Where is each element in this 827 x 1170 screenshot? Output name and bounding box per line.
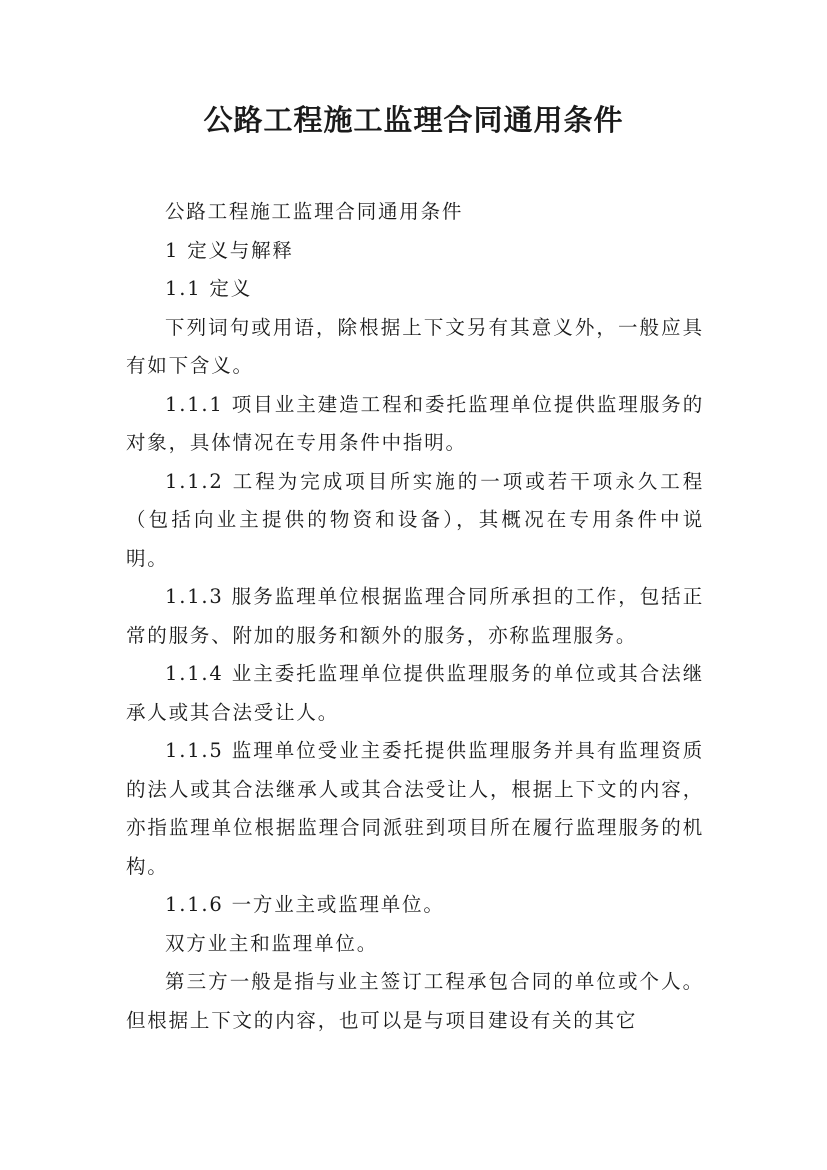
- paragraph-1-1-2: 1.1.2 工程为完成项目所实施的一项或若干项永久工程（包括向业主提供的物资和设备），其概况在专用条件中说明。: [126, 469, 704, 570]
- document-title: 公路工程施工监理合同通用条件: [203, 103, 624, 137]
- paragraph-1-1-1: 1.1.1 项目业主建造工程和委托监理单位提供监理服务的对象，具体情况在专用条件中指明。: [126, 392, 704, 454]
- paragraph-1-1-4: 1.1.4 业主委托监理单位提供监理服务的单位或其合法继承人或其合法受让人。: [126, 662, 704, 724]
- paragraph-both-parties: 双方业主和监理单位。: [165, 931, 379, 955]
- paragraph-section-1-1: 1.1 定义: [165, 277, 253, 300]
- paragraph-intro: 下列词句或用语，除根据上下文另有其意义外，一般应具有如下含义。: [126, 315, 704, 377]
- document-body: [126, 193, 704, 1040]
- paragraph-subtitle: 公路工程施工监理合同通用条件: [165, 200, 464, 223]
- paragraph-third-party: 第三方一般是指与业主签订工程承包合同的单位或个人。但根据上下文的内容，也可以是与项目建设有关的其它: [126, 970, 704, 1032]
- paragraph-1-1-5: 1.1.5 监理单位受业主委托提供监理服务并具有监理资质的法人或其合法继承人或其合法受让人，根据上下文的内容，亦指监理单位根据监理合同派驻到项目所在履行监理服务的机构。: [126, 739, 704, 878]
- paragraph-1-1-3: 1.1.3 服务监理单位根据监理合同所承担的工作，包括正常的服务、附加的服务和额外的服务，亦称监理服务。: [126, 585, 704, 647]
- paragraph-1-1-6: 1.1.6 一方业主或监理单位。: [165, 893, 445, 916]
- paragraph-section-1: 1 定义与解释: [165, 238, 294, 262]
